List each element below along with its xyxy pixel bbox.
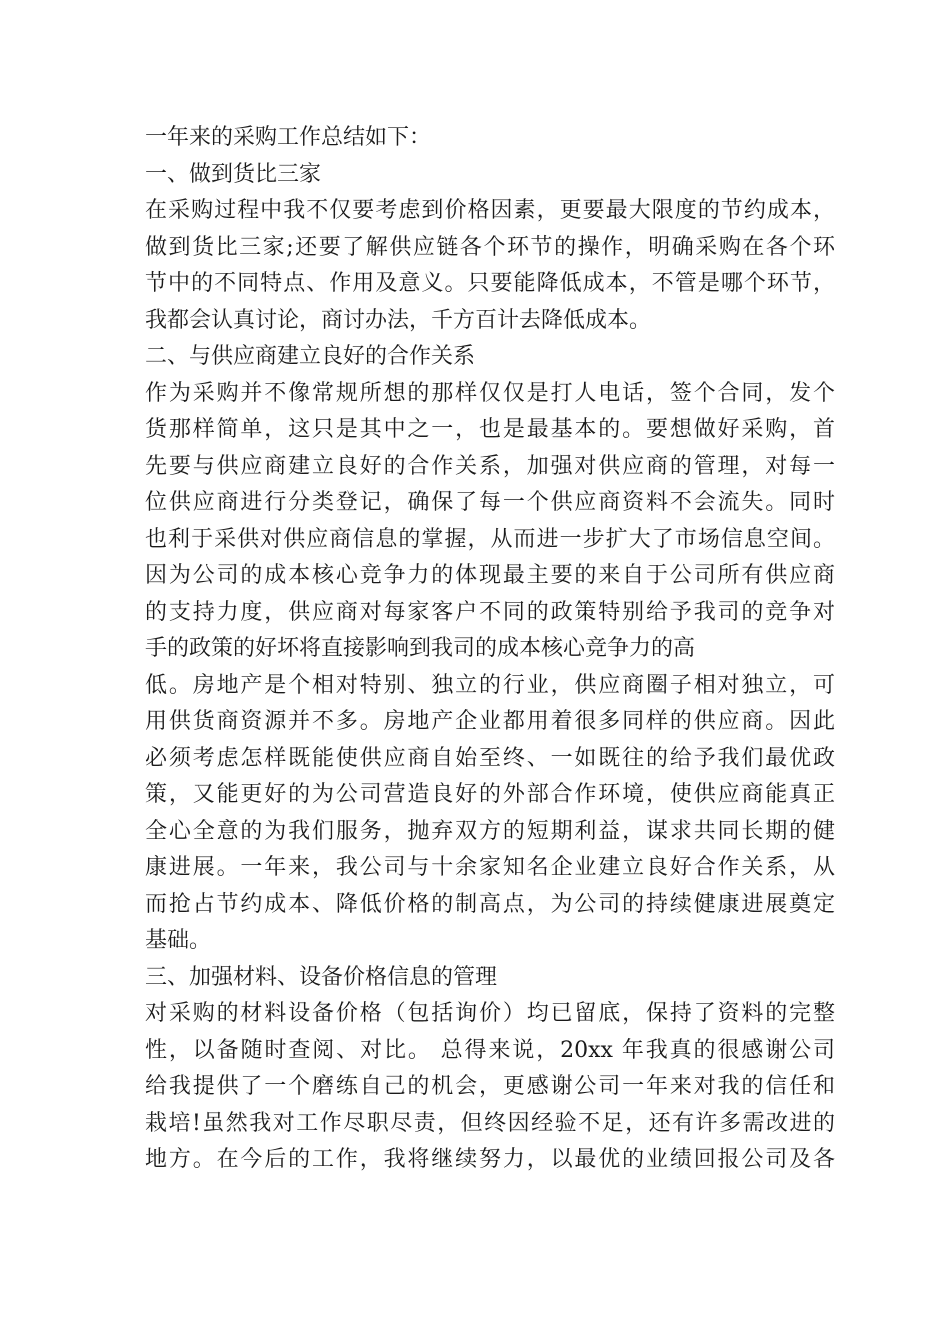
text-line: 全心全意的为我们服务，抛弃双方的短期利益，谋求共同长期的健 (145, 818, 835, 844)
text-line: 低。房地产是个相对特别、独立的行业，供应商圈子相对独立，可 (145, 672, 835, 698)
text-line: 一、做到货比三家 (145, 161, 322, 187)
text-line: 做到货比三家;还要了解供应链各个环节的操作，明确采购在各个环 (145, 234, 835, 260)
text-line: 作为采购并不像常规所想的那样仅仅是打人电话，签个合同，发个 (145, 380, 835, 406)
text-line: 对采购的材料设备价格（包括询价）均已留底，保持了资料的完整 (145, 1001, 835, 1026)
text-line: 手的政策的好坏将直接影响到我司的成本核心竞争力的高 (145, 636, 696, 661)
text-line: 位供应商进行分类登记，确保了每一个供应商资料不会流失。同时 (145, 490, 835, 515)
text-line: 货那样简单，这只是其中之一，也是最基本的。要想做好采购，首 (145, 417, 835, 442)
text-line: 策，又能更好的为公司营造良好的外部合作环境，使供应商能真正 (145, 782, 835, 807)
text-line: 的支持力度，供应商对每家客户不同的政策特别给予我司的竞争对 (145, 599, 835, 625)
text-line: 也利于采供对供应商信息的掌握，从而进一步扩大了市场信息空间。 (145, 526, 835, 552)
document-body (145, 120, 835, 1179)
text-line: 给我提供了一个磨练自己的机会，更感谢公司一年来对我的信任和 (145, 1074, 835, 1099)
text-line: 节中的不同特点、作用及意义。只要能降低成本，不管是哪个环节， (145, 271, 835, 296)
text-line: 因为公司的成本核心竞争力的体现最主要的来自于公司所有供应商 (145, 563, 835, 588)
text-line: 我都会认真讨论，商讨办法，千方百计去降低成本。 (145, 307, 652, 333)
text-line: 基础。 (145, 928, 212, 953)
text-line: 二、与供应商建立良好的合作关系 (145, 344, 476, 369)
text-line: 在采购过程中我不仅要考虑到价格因素，更要最大限度的节约成本， (145, 198, 835, 223)
text-line: 栽培!虽然我对工作尽职尽责，但终因经验不足，还有许多需改进的 (145, 1110, 835, 1136)
text-line: 用供货商资源并不多。房地产企业都用着很多同样的供应商。因此 (145, 709, 835, 734)
text-line: 而抢占节约成本、降低价格的制高点，为公司的持续健康进展奠定 (145, 891, 835, 917)
text-line: 一年来的采购工作总结如下： (145, 125, 432, 150)
text-line: 先要与供应商建立良好的合作关系，加强对供应商的管理，对每一 (145, 453, 835, 479)
text-line: 必须考虑怎样既能使供应商自始至终、一如既往的给予我们最优政 (145, 745, 835, 771)
text-line: 地方。在今后的工作，我将继续努力，以最优的业绩回报公司及各 (145, 1147, 835, 1172)
text-line: 性，以备随时查阅、对比。 总得来说，20xx 年我真的很感谢公司 (145, 1037, 836, 1063)
text-line: 三、加强材料、设备价格信息的管理 (145, 964, 498, 990)
text-line: 康进展。一年来，我公司与十余家知名企业建立良好合作关系，从 (145, 855, 835, 880)
